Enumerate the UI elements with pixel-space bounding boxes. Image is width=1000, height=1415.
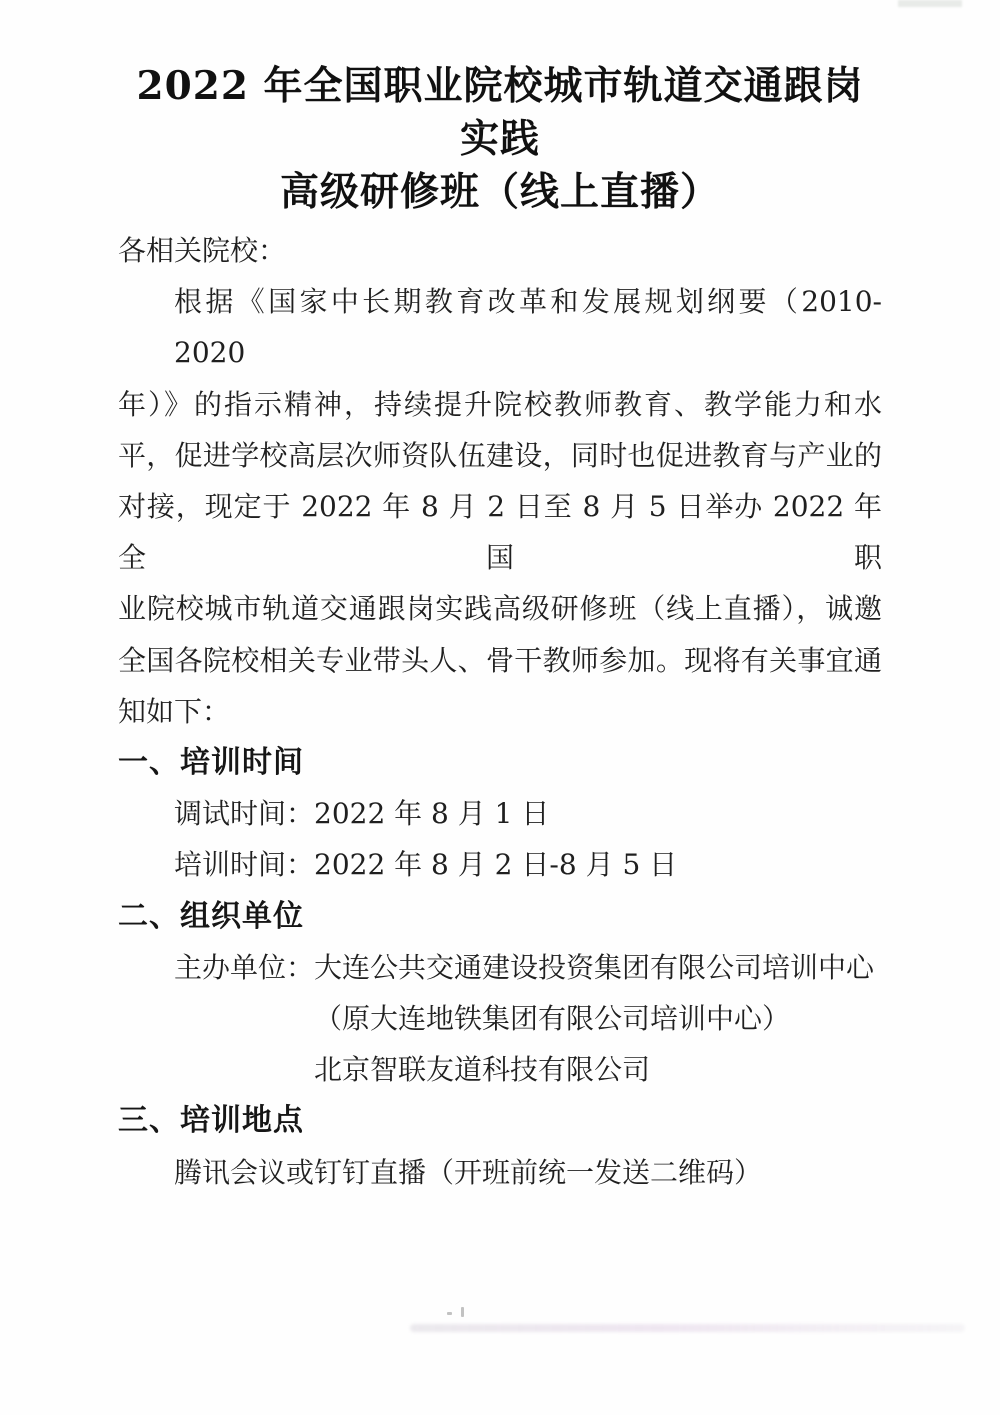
section-heading-training-time: 一、培训时间 — [118, 745, 304, 781]
intro-line: 根据《国家中长期教育改革和发展规划纲要（2010-2020 — [174, 285, 882, 370]
intro-line: 全国各院校相关专业带头人、骨干教师参加。现将有关事宜通 — [118, 643, 882, 677]
salutation: 各相关院校： — [118, 234, 287, 267]
scan-artifact-speck — [447, 1312, 452, 1315]
document-title — [118, 60, 882, 219]
intro-line: 知如下： — [118, 694, 231, 728]
section-line-host-unit: 主办单位：大连公共交通建设投资集团有限公司培训中心 — [174, 950, 875, 984]
scan-artifact-bottom-smudge — [410, 1324, 965, 1332]
section-line-host-unit-former-name: （原大连地铁集团有限公司培训中心） — [314, 1002, 791, 1036]
scan-artifact-top-smudge — [898, 0, 962, 7]
intro-line: 年）》的指示精神，持续提升院校教师教育、教学能力和水 — [118, 387, 882, 421]
document-body — [118, 225, 882, 1198]
section-heading-training-location: 三、培训地点 — [118, 1103, 304, 1139]
section-line-training-time: 培训时间：2022 年 8 月 2 日-8 月 5 日 — [174, 848, 678, 882]
section-heading-organizers: 二、组织单位 — [118, 898, 304, 934]
intro-line: 业院校城市轨道交通跟岗实践高级研修班（线上直播），诚邀 — [118, 592, 882, 626]
section-line-location: 腾讯会议或钉钉直播（开班前统一发送二维码） — [174, 1155, 763, 1189]
scan-artifact-speck — [461, 1307, 464, 1317]
document-title-line-1: 2022 年全国职业院校城市轨道交通跟岗实践 — [136, 63, 864, 162]
intro-line: 平，促进学校高层次师资队伍建设，同时也促进教育与产业的 — [118, 438, 882, 472]
intro-line: 对接，现定于 2022 年 8 月 2 日至 8 月 5 日举办 2022 年全国职 — [118, 490, 882, 575]
section-line-debug-time: 调试时间：2022 年 8 月 1 日 — [174, 797, 550, 831]
document-title-line-2: 高级研修班（线上直播） — [279, 169, 720, 215]
section-line-co-host: 北京智联友道科技有限公司 — [314, 1053, 651, 1087]
